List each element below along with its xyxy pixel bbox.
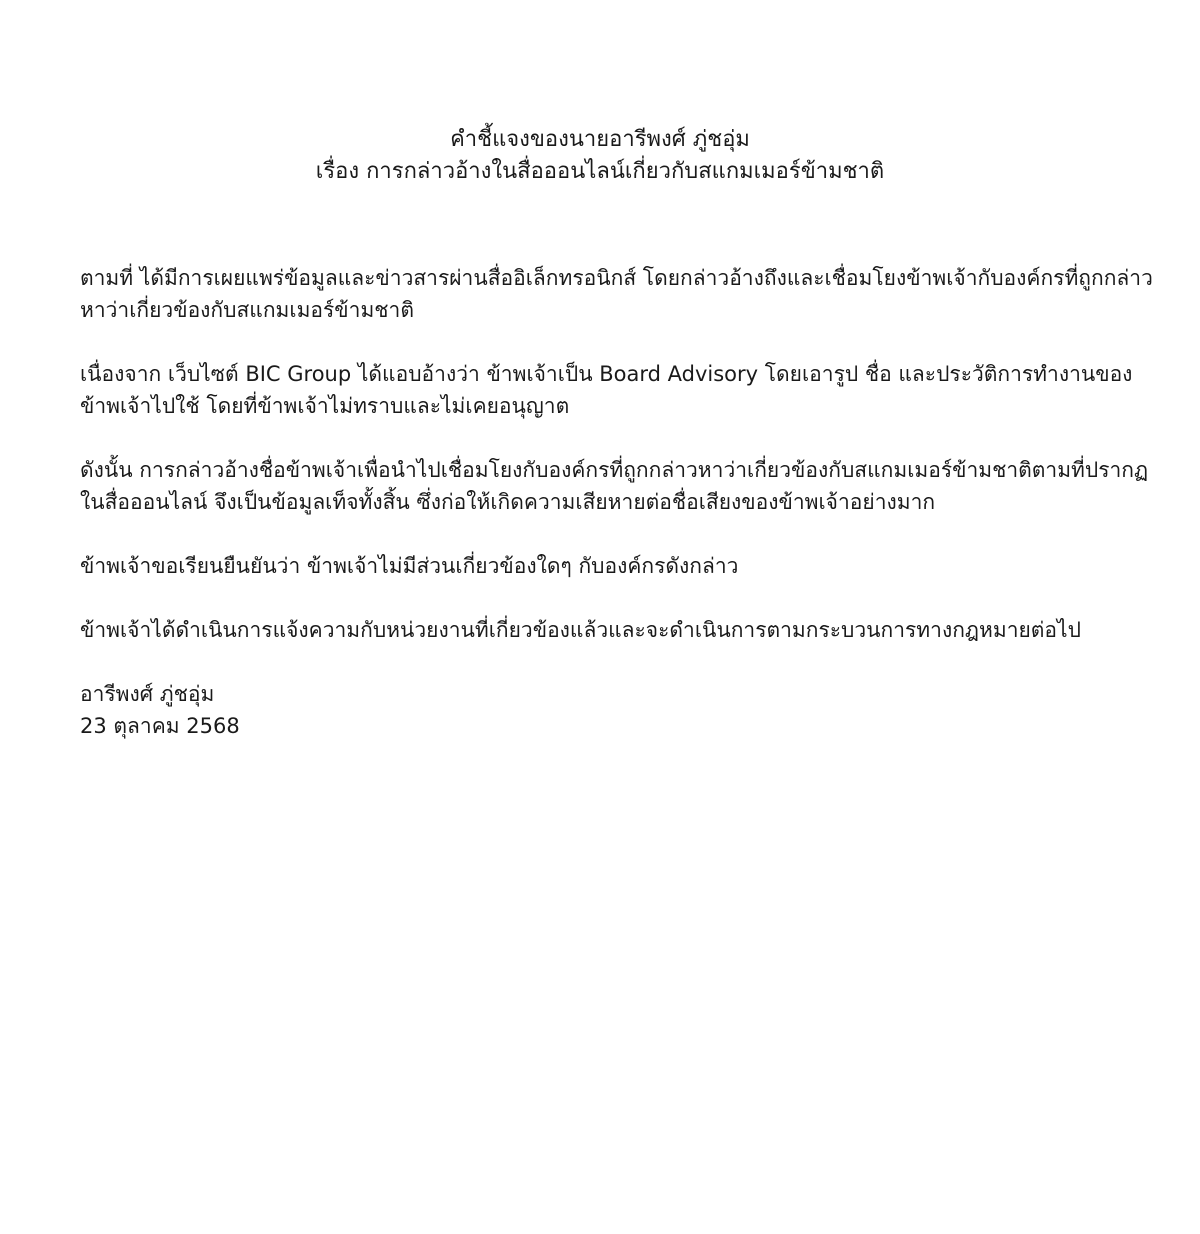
paragraph-conclusion: ดังนั้น การกล่าวอ้างชื่อข้าพเจ้าเพื่อนำไปเชื่อมโยงกับองค์กรที่ถูกกล่าวหาว่าเกี่ยวข้องกับสแกมเมอร์ข้ามชาติตามที่ปรากฏในสื่อออนไลน์ จึงเป็นข้อมูลเท็จทั้งสิ้น ซึ่งก่อให้เกิดความเสียหายต่อชื่อเสียงของข้าพเจ้าอย่างมาก <box>80 458 1149 514</box>
signature-date: 23 ตุลาคม 2568 <box>80 714 240 738</box>
paragraph-confirmation: ข้าพเจ้าขอเรียนยืนยันว่า ข้าพเจ้าไม่มีส่วนเกี่ยวข้องใดๆ กับองค์กรดังกล่าว <box>80 554 739 578</box>
paragraph-legal-action: ข้าพเจ้าได้ดำเนินการแจ้งความกับหน่วยงานที่เกี่ยวข้องแล้วและจะดำเนินการตามกระบวนการทางกฎหมายต่อไป <box>80 618 1081 642</box>
signature-name: อารีพงศ์ ภู่ชอุ่ม <box>80 682 215 706</box>
signature-block <box>80 678 1160 742</box>
document-title: คำชี้แจงของนายอารีพงศ์ ภู่ชอุ่ม <box>450 127 750 152</box>
paragraph-reason: เนื่องจาก เว็บไซต์ BIC Group ได้แอบอ้างว่า ข้าพเจ้าเป็น Board Advisory โดยเอารูป ชื่อ และประวัติการทำงานของข้าพเจ้าไปใช้ โดยที่ข้าพเจ้าไม่ทราบและไม่เคยอนุญาต <box>80 362 1133 418</box>
paragraph-background: ตามที่ ได้มีการเผยแพร่ข้อมูลและข่าวสารผ่านสื่ออิเล็กทรอนิกส์ โดยกล่าวอ้างถึงและเชื่อมโยงข้าพเจ้ากับองค์กรที่ถูกกล่าวหาว่าเกี่ยวข้องกับสแกมเมอร์ข้ามชาติ <box>80 266 1153 322</box>
document-header <box>0 124 1200 188</box>
document-body <box>80 262 1160 742</box>
document-subject: เรื่อง การกล่าวอ้างในสื่อออนไลน์เกี่ยวกับสแกมเมอร์ข้ามชาติ <box>315 159 885 184</box>
